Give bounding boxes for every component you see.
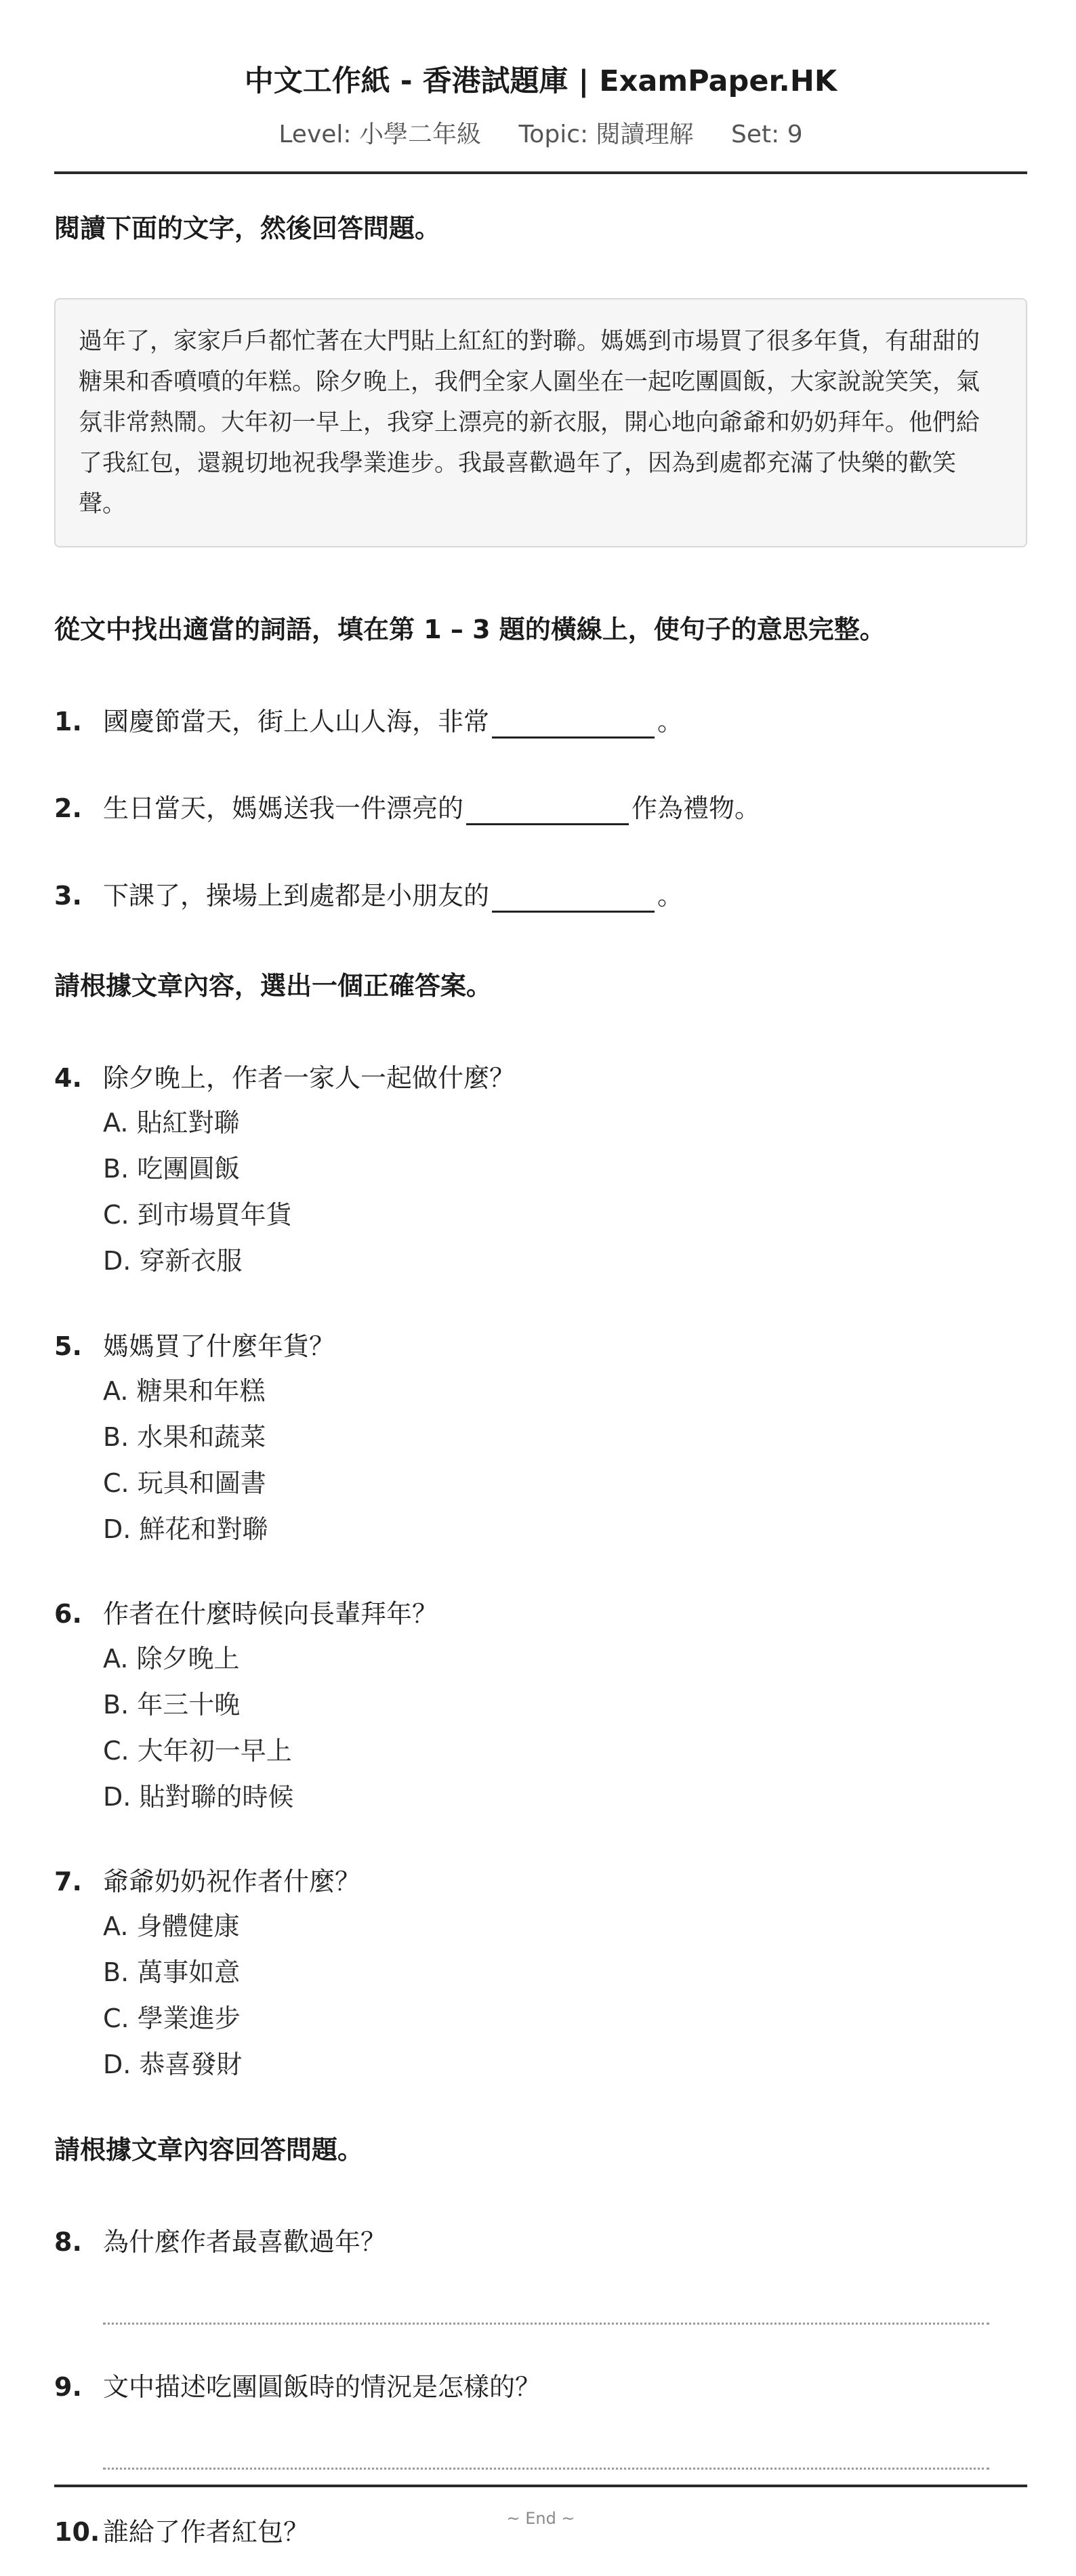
option-c[interactable]: C. 到市場買年貨 <box>103 1200 292 1230</box>
option-c[interactable]: C. 大年初一早上 <box>103 1736 292 1766</box>
question-text: 作者在什麼時候向長輩拜年？ <box>103 1599 438 1629</box>
option-d[interactable]: D. 貼對聯的時候 <box>103 1782 294 1812</box>
question-text: 媽媽買了什麼年貨？ <box>103 1331 335 1361</box>
answer-line[interactable] <box>103 2323 989 2325</box>
option-d[interactable]: D. 鮮花和對聯 <box>103 1514 268 1544</box>
question-number: 7. <box>54 1867 82 1896</box>
question-number: 5. <box>54 1331 82 1361</box>
page-title: 中文工作紙 - 香港試題庫 | ExamPaper.HK <box>244 64 837 98</box>
option-a[interactable]: A. 除夕晚上 <box>103 1644 240 1674</box>
answer-blank[interactable] <box>466 792 629 825</box>
question-number: 9. <box>54 2372 82 2402</box>
option-c[interactable]: C. 玩具和圖書 <box>103 1468 266 1498</box>
question-text-after: 。 <box>657 881 684 911</box>
question-text-before: 生日當天，媽媽送我一件漂亮的 <box>103 793 464 823</box>
footer-divider <box>54 2485 1027 2487</box>
header-divider <box>54 171 1027 174</box>
option-b[interactable]: B. 水果和蔬菜 <box>103 1422 266 1452</box>
fill-section-instruction: 從文中找出適當的詞語，填在第 1 – 3 題的橫線上，使句子的意思完整。 <box>54 615 886 644</box>
question-text: 文中描述吃團圓飯時的情況是怎樣的？ <box>103 2372 541 2402</box>
question-number: 6. <box>54 1599 82 1629</box>
question-text: 誰給了作者紅包？ <box>103 2517 310 2547</box>
question-number: 8. <box>54 2227 82 2257</box>
question-number: 1. <box>54 707 82 736</box>
question-text-before: 國慶節當天，街上人山人海，非常 <box>103 707 490 736</box>
option-d[interactable]: D. 穿新衣服 <box>103 1246 243 1276</box>
reading-instruction: 閱讀下面的文字，然後回答問題。 <box>54 213 441 243</box>
option-d[interactable]: D. 恭喜發財 <box>103 2050 243 2079</box>
reading-passage: 過年了，家家戶戶都忙著在大門貼上紅紅的對聯。媽媽到市場買了很多年貨，有甜甜的糖果和香噴噴的年糕。除夕晚上，我們全家人圍坐在一起吃團圓飯，大家說說笑笑，氣氛非常熱鬧。大年初一早上，我穿上漂亮的新衣服，開心地向爺爺和奶奶拜年。他們給了我紅包，還親切地祝我學業進步。我最喜歡過年了，因為到處都充滿了快樂的歡笑聲。 <box>54 298 1027 547</box>
set-label: Set: 9 <box>731 121 803 148</box>
option-c[interactable]: C. 學業進步 <box>103 2003 241 2033</box>
open-section-instruction: 請根據文章內容回答問題。 <box>54 2135 364 2165</box>
topic-label: Topic: 閱讀理解 <box>518 121 694 148</box>
worksheet-meta <box>54 119 1027 150</box>
end-marker: ~ End ~ <box>506 2509 575 2528</box>
level-label: Level: 小學二年級 <box>278 121 481 148</box>
question-number: 2. <box>54 793 82 823</box>
option-a[interactable]: A. 身體健康 <box>103 1911 240 1941</box>
answer-blank[interactable] <box>492 705 655 739</box>
option-a[interactable]: A. 糖果和年糕 <box>103 1376 266 1406</box>
question-text-after: 。 <box>657 707 684 736</box>
question-text-after: 作為禮物。 <box>632 793 761 823</box>
answer-line[interactable] <box>103 2468 989 2470</box>
option-b[interactable]: B. 吃團圓飯 <box>103 1154 241 1184</box>
question-number: 3. <box>54 881 82 911</box>
answer-blank[interactable] <box>492 879 655 913</box>
question-text-before: 下課了，操場上到處都是小朋友的 <box>103 881 490 911</box>
question-text: 為什麼作者最喜歡過年？ <box>103 2227 387 2257</box>
question-text: 除夕晚上，作者一家人一起做什麼？ <box>103 1063 516 1093</box>
question-text: 爺爺奶奶祝作者什麼？ <box>103 1867 361 1896</box>
option-b[interactable]: B. 年三十晚 <box>103 1690 241 1720</box>
question-number: 4. <box>54 1063 82 1093</box>
mc-section-instruction: 請根據文章內容，選出一個正確答案。 <box>54 971 493 1001</box>
question-number: 10. <box>54 2517 100 2547</box>
option-b[interactable]: B. 萬事如意 <box>103 1957 241 1987</box>
option-a[interactable]: A. 貼紅對聯 <box>103 1108 240 1138</box>
